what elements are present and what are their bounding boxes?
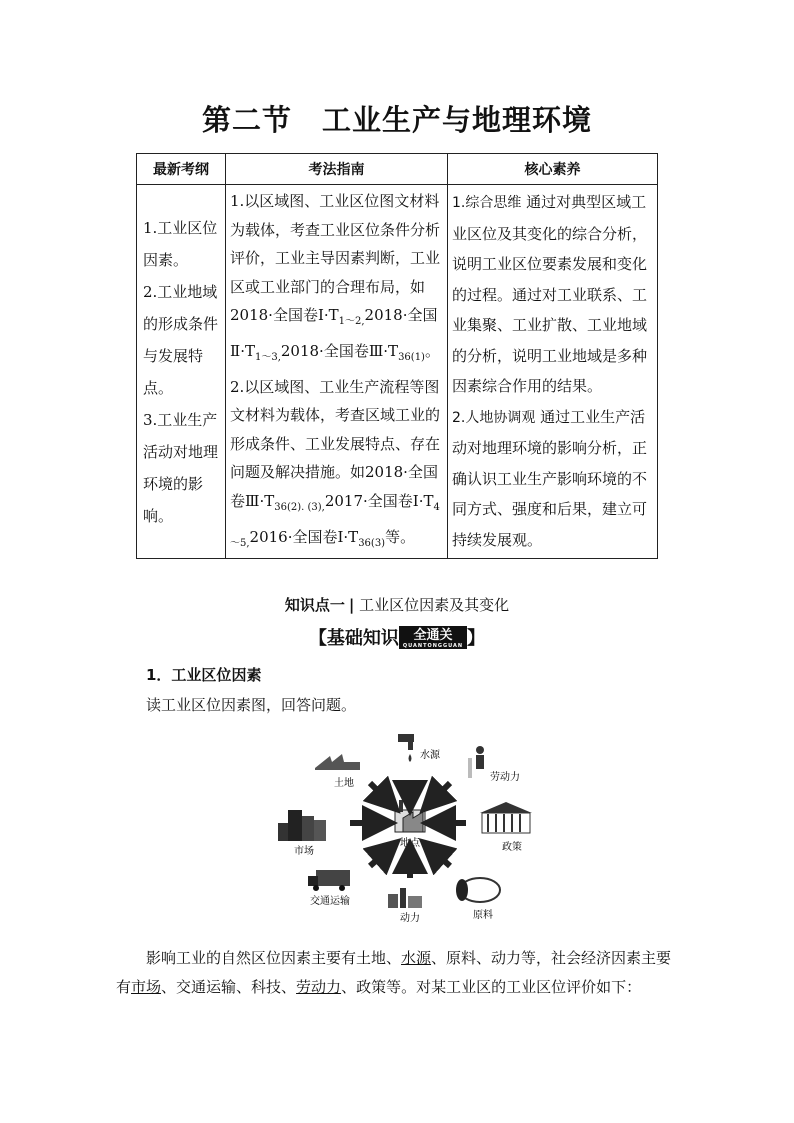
label-material: 原料 (473, 910, 493, 921)
truck-icon (308, 870, 350, 891)
label-labor: 劳动力 (490, 772, 520, 783)
literacy-cell (448, 185, 658, 559)
factory-icon (395, 800, 425, 832)
label-power: 动力 (400, 913, 420, 924)
label-water: 水源 (420, 750, 440, 761)
instruction-text: 读工业区位因素图，回答问题。 (146, 696, 357, 714)
label-transport: 交通运输 (310, 896, 350, 907)
outline-item: 3.工业生产活动对地理环境的影响。 (143, 410, 219, 525)
outline-item: 2.工业地域的形成条件与发展特点。 (143, 282, 219, 397)
guide-paragraph-1: 1.以区域图、工业区位图文材料为载体，考查工业区位条件分析评价，工业主导因素判断，工业区或工业部门的合理布局，如2018·全国卷$Ⅰ\cdot T_{1\sim 2,}2018\cdot$全国$Ⅱ\cdot T_{1\sim 3,}2018\cdot$全国卷$Ⅲ\cdot T_{36(1)}$。 (230, 192, 441, 363)
underlined-term: 水源 (401, 949, 432, 967)
section-title: 工业生产与地理环境 (322, 103, 593, 137)
location-factor-diagram (270, 728, 540, 928)
knowledge-point-heading: 知识点一 | 工业区位因素及其变化 (284, 596, 510, 614)
body-paragraph: 影响工业的自然区位因素主要有土地、水源、原料、动力等，社会经济因素主要有市场、交通运输、科技、劳动力、政策等。对某工业区的工业区位评价如下： (116, 949, 672, 996)
arrow-labor (432, 783, 450, 801)
quantongguan-badge: 全通关 QUANTONGGUAN (399, 626, 467, 649)
label-market: 市场 (294, 846, 314, 857)
raw-material-icon (456, 878, 500, 902)
page-title (0, 98, 794, 139)
city-icon (278, 810, 326, 841)
header-latest-outline: 最新考纲 (137, 154, 226, 185)
section-heading: 1．工业区位因素 (146, 666, 262, 684)
land-icon (315, 754, 360, 770)
table-header-row (137, 154, 658, 185)
knowledge-point-label: 知识点一 (284, 596, 345, 614)
label-land: 土地 (334, 778, 354, 789)
literacy-paragraph-1: 1.综合思维 通过对典型区域工业区位及其变化的综合分析，说明工业区位要素发展和变化的过程。通过对工业联系、工业集聚、工业扩散、工业地域的分析，说明工业地域是多种因素综合作用的结果。 (452, 193, 648, 395)
center-label: 地点 (400, 838, 420, 849)
government-building-icon (480, 802, 532, 833)
water-tap-icon (398, 734, 414, 762)
section-number: 第二节 (201, 103, 292, 137)
knowledge-point-text: 工业区位因素及其变化 (359, 596, 510, 614)
outline-item: 1.工业区位因素。 (143, 218, 218, 269)
arrow-material (432, 850, 450, 866)
literacy-paragraph-2: 2.人地协调观 通过工业生产活动对地理环境的影响分析，正确认识工业生产影响环境的不同方式、强度和后果，建立可持续发展观。 (452, 407, 648, 549)
underlined-term: 劳动力 (296, 978, 342, 996)
worker-icon (468, 746, 484, 778)
outline-cell (137, 185, 226, 559)
label-policy: 政策 (502, 842, 522, 853)
header-core-literacy: 核心素养 (448, 154, 658, 185)
arrow-land (370, 783, 388, 801)
underlined-term: 市场 (131, 978, 162, 996)
table-body-row (137, 185, 658, 559)
guide-paragraph-2: 2.以区域图、工业生产流程等图文材料为载体，考查区域工业的形成条件、工业发展特点、存在问题及解决措施。如2018·全国卷$Ⅲ\cdot T_{36(2). (3),}2017\cdot$全国卷$Ⅰ\cdot T_{4\sim 5,}2016\cdot$全国卷$Ⅰ\cdot T_{36(3)}$等。 (230, 377, 441, 549)
power-plant-icon (388, 888, 422, 908)
header-exam-guide: 考法指南 (226, 154, 448, 185)
basic-knowledge-banner: 【基础知识 全通关 QUANTONGGUAN 】 (308, 627, 486, 649)
arrow-transport (370, 850, 388, 866)
guide-cell (226, 185, 448, 559)
exam-outline-table (136, 153, 658, 559)
